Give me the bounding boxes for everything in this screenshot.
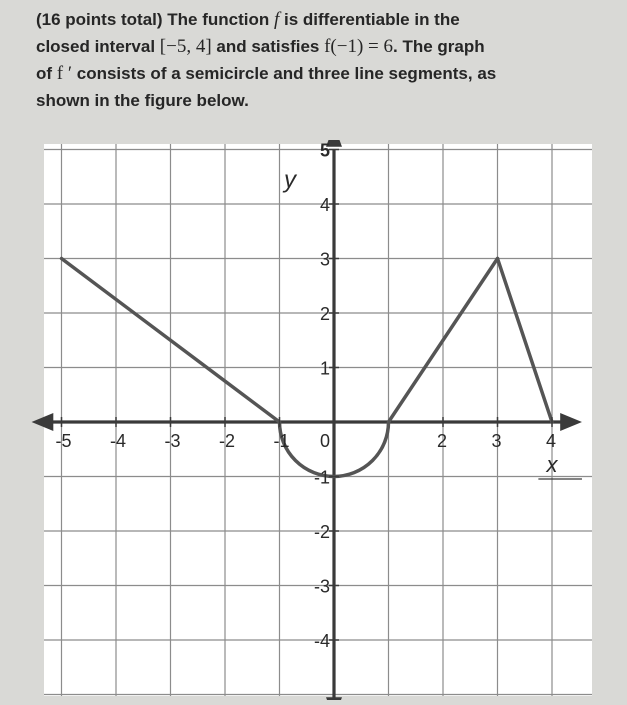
- y-tick-label: 4: [320, 195, 331, 215]
- problem-text: and satisfies: [211, 37, 325, 56]
- x-axis-label: x: [546, 452, 558, 477]
- problem-text: (16 points total) The function: [36, 10, 274, 29]
- problem-line-4: [36, 87, 616, 114]
- y-tick-label: 5: [320, 140, 331, 161]
- graph-figure: [0, 140, 627, 700]
- x-tick-label: 0: [320, 431, 331, 451]
- y-tick-label: -4: [314, 631, 331, 651]
- problem-line-1: [36, 6, 616, 33]
- y-tick-label: 1: [320, 358, 331, 379]
- problem-line-2: [36, 33, 616, 60]
- problem-line-3: [36, 60, 616, 87]
- function-name: f: [273, 9, 280, 30]
- derivative-symbol: f ′: [56, 63, 73, 84]
- problem-text: is differentiable in the: [279, 10, 460, 29]
- x-tick-label: -2: [219, 431, 236, 451]
- x-tick-label: -4: [110, 431, 127, 451]
- plot-background: [44, 144, 592, 696]
- x-tick-label: -5: [55, 431, 72, 451]
- y-tick-label: 2: [320, 304, 331, 324]
- x-tick-label: 3: [491, 431, 502, 451]
- y-tick-label: -1: [314, 467, 331, 488]
- x-axis-arrow-left: [32, 413, 54, 431]
- problem-text: shown in the figure below.: [36, 91, 249, 110]
- y-tick-label: -2: [314, 522, 331, 542]
- y-axis-label: y: [284, 166, 296, 194]
- derivative-graph: [0, 140, 627, 700]
- problem-text: of: [36, 64, 57, 83]
- x-tick-label: -1: [273, 431, 290, 451]
- initial-condition: f(−1) = 6: [324, 36, 394, 57]
- x-tick-label: 4: [546, 431, 557, 451]
- problem-statement: [36, 6, 616, 114]
- problem-text: consists of a semicircle and three line segments, as: [72, 64, 497, 83]
- problem-text: closed interval: [36, 37, 160, 56]
- interval-expression: [−5, 4]: [159, 36, 212, 57]
- problem-text: . The graph: [393, 37, 485, 56]
- y-tick-label: 3: [320, 249, 331, 270]
- y-tick-label: -3: [314, 576, 331, 597]
- x-tick-label: 2: [437, 431, 448, 451]
- x-tick-label: -3: [164, 431, 181, 451]
